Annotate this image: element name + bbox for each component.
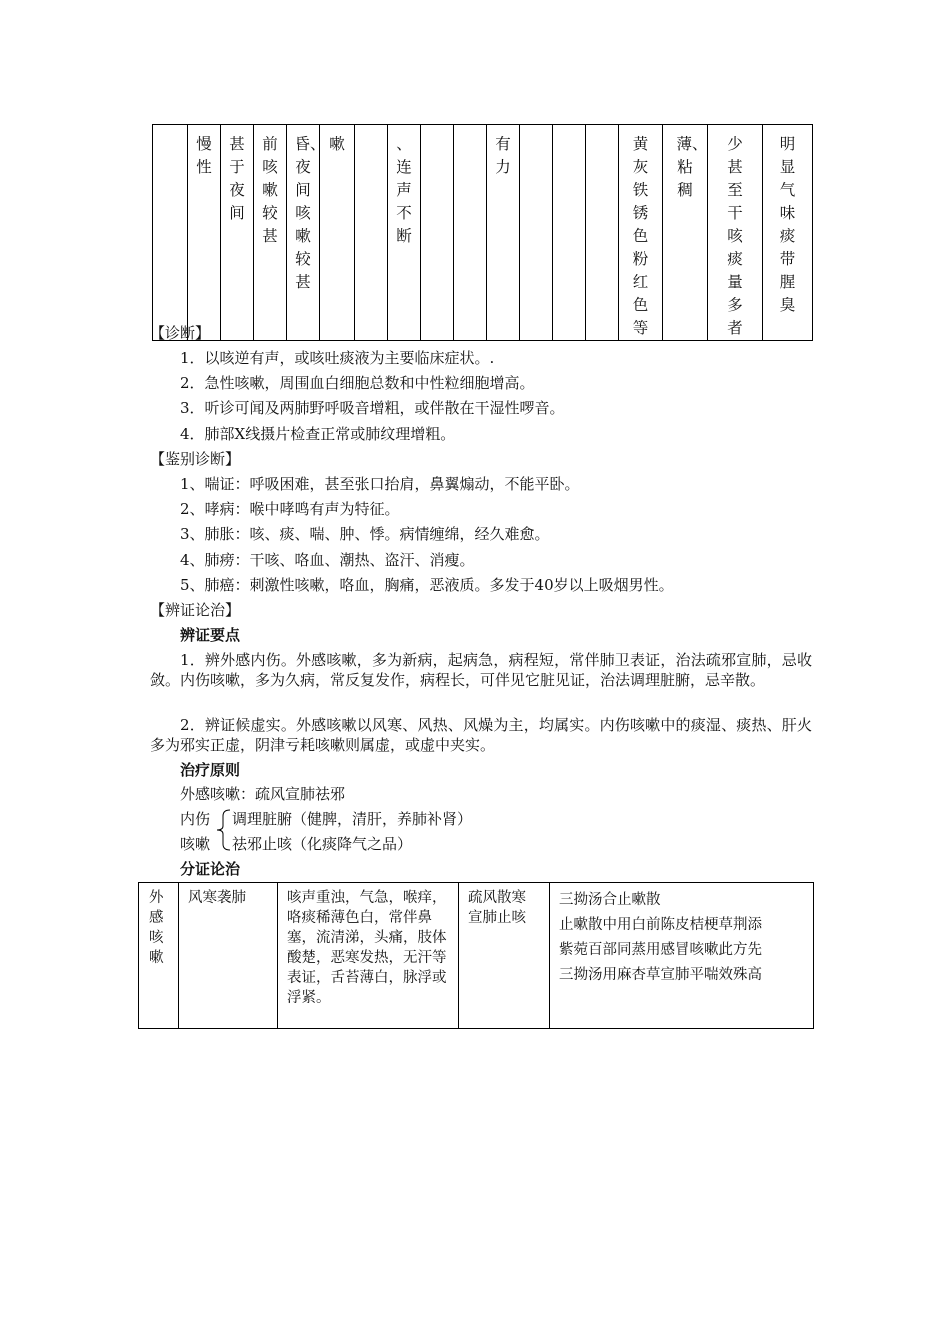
list-item: 4．肺部X线摄片检查正常或肺纹理增粗。 (180, 425, 456, 443)
table-cell (153, 125, 188, 341)
list-item: 2、哮病：喉中哮鸣有声为特征。 (180, 500, 400, 518)
table-cell: 薄、粘稠 (663, 125, 708, 341)
formula-line: 三拗汤合止嗽散 (559, 892, 661, 908)
pattern-cell: 风寒袭肺 (179, 883, 278, 1029)
diagnosis-heading: 【诊断】 (150, 324, 211, 342)
symptom-comparison-table (152, 124, 813, 341)
table-cell (520, 125, 553, 341)
table-cell: 、连声不断 (388, 125, 421, 341)
table-cell (454, 125, 487, 341)
pattern-table (138, 882, 814, 1029)
differentiation-title: 分证论治 (180, 860, 241, 878)
internal-label-1: 内伤 (180, 810, 211, 828)
table-row (139, 883, 814, 1029)
table-cell: 昏、夜间咳嗽较甚 (287, 125, 320, 341)
table-cell: 少甚至干咳痰量多者 (708, 125, 763, 341)
table-cell: 黄灰铁锈色粉红色等 (619, 125, 663, 341)
brace-icon (215, 808, 231, 852)
list-item: 1、喘证：呼吸困难，甚至张口抬肩，鼻翼煽动，不能平卧。 (180, 475, 580, 493)
list-item: 4、肺痨：干咳、咯血、潮热、盗汗、消瘦。 (180, 551, 475, 569)
table-cell: 有力 (487, 125, 520, 341)
formula-cell (550, 883, 814, 1029)
key-points-title: 辨证要点 (180, 626, 241, 644)
table-cell: 慢性 (188, 125, 221, 341)
list-item: 2．急性咳嗽，周围血白细胞总数和中性粒细胞增高。 (180, 374, 535, 392)
internal-label-2: 咳嗽 (180, 835, 211, 853)
paragraph: 1．辨外感内伤。外感咳嗽，多为新病，起病急，病程短，常伴肺卫表证，治法疏邪宣肺，忌收敛。内伤咳嗽，多为久病，常反复发作，病程长，可伴见它脏见证，治法调理脏腑，忌辛散。 (150, 651, 812, 689)
list-item: 1．以咳逆有声，或咳吐痰液为主要临床症状。. (180, 349, 495, 367)
external-cough-line: 外感咳嗽：疏风宣肺祛邪 (180, 785, 346, 803)
differential-heading: 【鉴别诊断】 (150, 450, 241, 468)
table-cell: 嗽 (320, 125, 355, 341)
table-cell: 前咳嗽较甚 (254, 125, 287, 341)
list-item: 5、肺癌：刺激性咳嗽，咯血，胸痛，恶液质。多发于40岁以上吸烟男性。 (180, 576, 674, 594)
table-cell (553, 125, 586, 341)
list-item: 3．听诊可闻及两肺野呼吸音增粗，或伴散在干湿性啰音。 (180, 399, 565, 417)
internal-item: 调理脏腑（健脾，清肝，养肺补肾） (232, 810, 473, 828)
table-cell (586, 125, 619, 341)
category-cell: 外感咳嗽 (139, 883, 179, 1029)
syndrome-heading: 【辨证论治】 (150, 601, 241, 619)
symptoms-cell: 咳声重浊，气急，喉痒，咯痰稀薄色白，常伴鼻塞，流清涕，头痛，肢体酸楚，恶寒发热，无汗等表证，舌苔薄白，脉浮或浮紧。 (278, 883, 459, 1029)
table-row (153, 125, 813, 341)
internal-item: 祛邪止咳（化痰降气之品） (232, 835, 413, 853)
list-item: 3、肺胀：咳、痰、喘、肿、悸。病情缠绵，经久难愈。 (180, 525, 550, 543)
table-cell: 甚于夜间 (221, 125, 254, 341)
formula-line: 紫菀百部同蒸用感冒咳嗽此方先 (559, 942, 762, 958)
table-cell (355, 125, 388, 341)
method-cell: 疏风散寒宣肺止咳 (459, 883, 550, 1029)
principles-title: 治疗原则 (180, 761, 241, 779)
table-cell (421, 125, 454, 341)
formula-line: 三拗汤用麻杏草宣肺平喘效殊高 (559, 967, 762, 983)
paragraph: 2．辨证候虚实。外感咳嗽以风寒、风热、风燥为主，均属实。内伤咳嗽中的痰湿、痰热、肝火多为邪实正虚，阴津亏耗咳嗽则属虚，或虚中夹实。 (150, 716, 812, 754)
table-cell: 明显气味痰带腥臭 (763, 125, 813, 341)
formula-line: 止嗽散中用白前陈皮桔梗草荆添 (559, 917, 762, 933)
